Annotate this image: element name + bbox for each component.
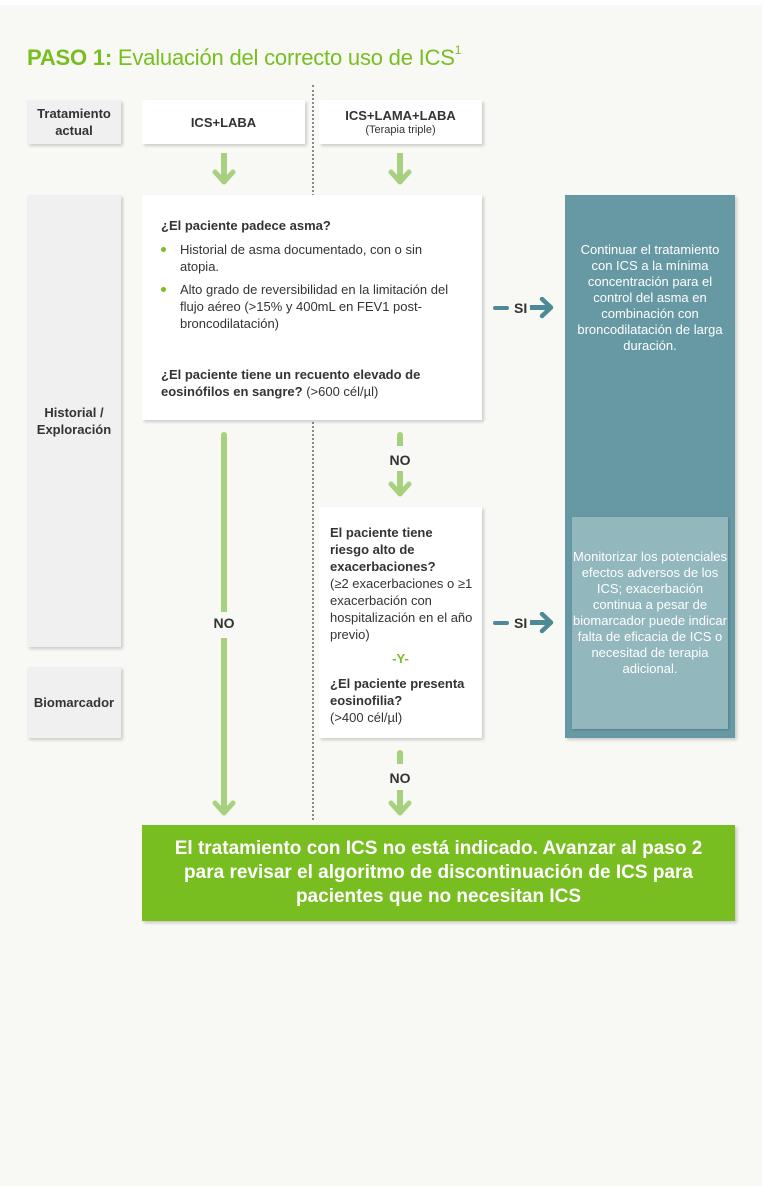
- no-label-middle-2: NO: [389, 770, 411, 786]
- monitor-text: Monitorizar los potenciales efectos adversos de los ICS; exacerbación continua a pesar de biomarcador puede indicar falta de eficacia de ICS o necesitad de terapia adicional.: [573, 549, 727, 676]
- treatment-triple-therapy: [319, 100, 482, 144]
- title-text: Evaluación del correcto uso de ICS: [112, 45, 455, 70]
- monitor-box: [572, 517, 728, 729]
- no-connector-line-top: [221, 432, 227, 612]
- continue-treatment-box: [565, 195, 735, 738]
- no-label-left: NO: [213, 615, 235, 631]
- connector-dash: [493, 621, 509, 625]
- no-connector-line: [397, 432, 403, 446]
- eosinophil-threshold: (>600 cél/µl): [302, 384, 379, 399]
- arrow-down-icon: [388, 153, 412, 187]
- eosinophil-question: [161, 366, 461, 400]
- eosinophilia-threshold: (>400 cél/µl): [330, 710, 403, 725]
- yes-label: SI: [514, 615, 528, 631]
- continue-treatment-text: Continuar el tratamiento con ICS a la mínima concentración para el control del asma en combinación con broncodilatación de larga duración.: [577, 242, 723, 353]
- treatment-ics-laba: [142, 100, 305, 144]
- treatment-subtitle: (Terapia triple): [365, 124, 436, 136]
- no-connector-line-bottom: [221, 638, 227, 800]
- eosinophil-question-bold: ¿El paciente tiene un recuento elevado de eosinófilos en sangre?: [161, 367, 421, 399]
- yes-label: SI: [514, 300, 528, 316]
- row-label-history: [27, 195, 121, 647]
- asthma-question: ¿El paciente padece asma?: [161, 218, 331, 233]
- criteria-item: Alto grado de reversibilidad en la limitación del flujo aéreo (>15% y 400mL en FEV1 post-broncodilatación): [161, 281, 461, 332]
- ics-not-indicated-text: El tratamiento con ICS no está indicado. Avanzar al paso 2 para revisar el algoritmo de discontinuación de ICS para pacientes que no necesitan ICS: [174, 838, 703, 907]
- row-label-biomarker: [27, 667, 121, 738]
- criteria-item: Historial de asma documentado, con o sin atopia.: [161, 241, 461, 275]
- exacerbation-question: El paciente tiene riesgo alto de exacerbaciones?: [330, 525, 436, 574]
- row-label-current-treatment: [27, 100, 121, 144]
- page: [0, 5, 762, 1186]
- row-label-text: Historial / Exploración: [36, 405, 112, 437]
- connector-dash: [493, 306, 509, 310]
- yes-connector-2: [493, 612, 556, 634]
- page-title: [27, 45, 461, 71]
- asthma-criteria-list: [161, 241, 461, 338]
- arrow-down-icon: [388, 471, 412, 499]
- title-step: PASO 1:: [27, 45, 112, 70]
- arrow-down-icon: [388, 790, 412, 818]
- row-label-text: Biomarcador: [33, 695, 115, 710]
- treatment-name: ICS+LAMA+LABA: [345, 108, 456, 123]
- exacerbation-question-box: [319, 507, 482, 738]
- exacerbation-criteria: (≥2 exacerbaciones o ≥1 exacerbación con hospitalización en el año previo): [330, 576, 473, 642]
- and-separator: -Y-: [392, 651, 409, 666]
- yes-connector-1: [493, 297, 556, 319]
- title-reference: 1: [454, 43, 462, 57]
- arrow-right-icon: [530, 297, 556, 319]
- arrow-down-icon: [212, 793, 236, 817]
- asthma-question-box: [142, 195, 482, 420]
- no-label-middle-1: NO: [389, 452, 411, 468]
- arrow-right-icon: [530, 612, 556, 634]
- ics-not-indicated-box: [142, 825, 735, 921]
- eosinophilia-question: ¿El paciente presenta eosinofilia?: [330, 676, 465, 708]
- row-label-text: Tratamiento actual: [37, 106, 111, 138]
- arrow-down-icon: [212, 153, 236, 187]
- no-connector-line: [397, 750, 403, 764]
- treatment-name: ICS+LABA: [190, 114, 257, 130]
